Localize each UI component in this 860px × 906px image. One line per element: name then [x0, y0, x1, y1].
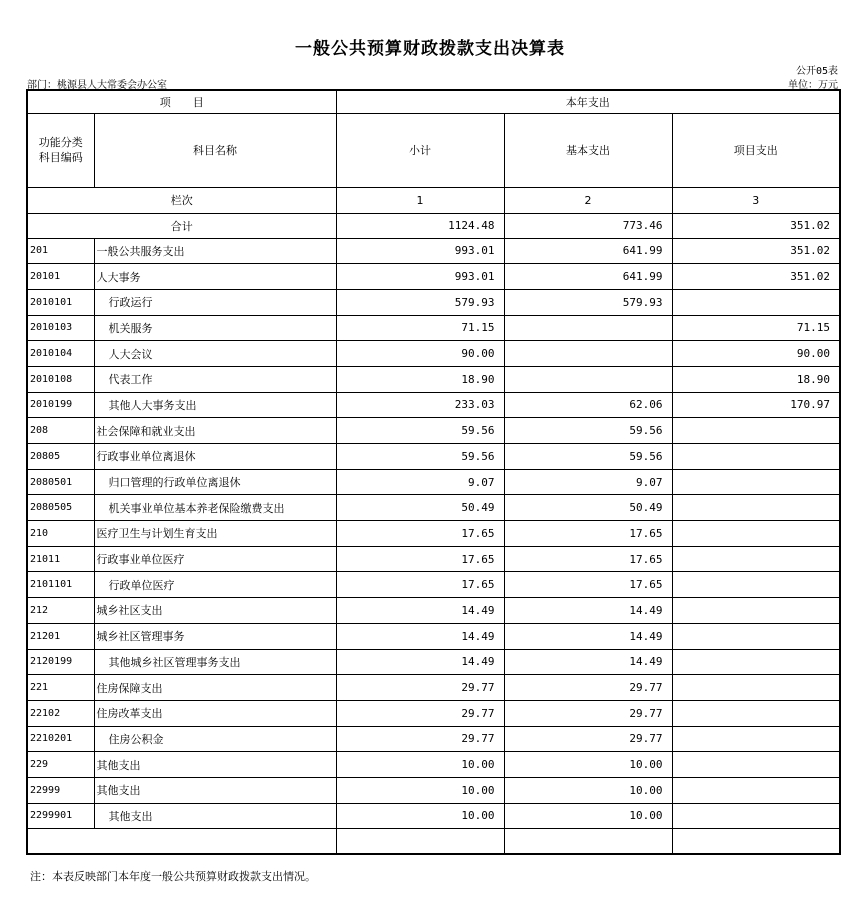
row-name: 其他城乡社区管理事务支出 — [94, 649, 336, 675]
row-subtotal: 29.77 — [336, 700, 504, 726]
row-project — [672, 598, 840, 624]
row-project — [672, 752, 840, 778]
row-name: 归口管理的行政单位离退休 — [94, 469, 336, 495]
row-code: 2210201 — [27, 726, 94, 752]
row-code: 2080505 — [27, 495, 94, 521]
row-subtotal: 17.65 — [336, 546, 504, 572]
row-project: 18.90 — [672, 366, 840, 392]
table-row — [27, 341, 840, 367]
row-name: 住房改革支出 — [94, 700, 336, 726]
row-project: 170.97 — [672, 392, 840, 418]
table-row — [27, 777, 840, 803]
table-row — [27, 726, 840, 752]
row-basic: 17.65 — [504, 546, 672, 572]
table-note: 注：本表反映部门本年度一般公共预算财政拨款支出情况。 — [30, 870, 316, 883]
row-name: 行政事业单位医疗 — [94, 546, 336, 572]
row-code: 21201 — [27, 623, 94, 649]
row-basic — [504, 315, 672, 341]
row-project — [672, 777, 840, 803]
table-row — [27, 238, 840, 264]
row-basic: 59.56 — [504, 444, 672, 470]
row-name: 机关事业单位基本养老保险缴费支出 — [94, 495, 336, 521]
table-row — [27, 444, 840, 470]
table-row — [27, 366, 840, 392]
row-subtotal: 90.00 — [336, 341, 504, 367]
row-name: 一般公共服务支出 — [94, 238, 336, 264]
row-name: 城乡社区支出 — [94, 598, 336, 624]
table-row — [27, 700, 840, 726]
row-project — [672, 726, 840, 752]
row-project — [672, 289, 840, 315]
table-row — [27, 392, 840, 418]
row-basic: 10.00 — [504, 777, 672, 803]
row-project — [672, 495, 840, 521]
row-code: 2080501 — [27, 469, 94, 495]
row-basic — [504, 341, 672, 367]
row-code: 2010101 — [27, 289, 94, 315]
expenditure-table — [26, 89, 841, 855]
row-basic: 641.99 — [504, 238, 672, 264]
header-item: 项 目 — [27, 90, 336, 113]
row-basic — [504, 366, 672, 392]
row-name: 行政事业单位离退休 — [94, 444, 336, 470]
column-index-1: 1 — [336, 187, 504, 213]
row-subtotal: 14.49 — [336, 598, 504, 624]
row-basic: 29.77 — [504, 700, 672, 726]
column-index-row — [27, 187, 840, 213]
row-name: 住房公积金 — [94, 726, 336, 752]
row-code: 20805 — [27, 444, 94, 470]
column-index-2: 2 — [504, 187, 672, 213]
total-basic: 773.46 — [504, 213, 672, 238]
row-project — [672, 623, 840, 649]
column-index-label: 栏次 — [27, 187, 336, 213]
row-basic: 29.77 — [504, 726, 672, 752]
table-row — [27, 418, 840, 444]
empty-cell — [672, 829, 840, 854]
row-basic: 17.65 — [504, 572, 672, 598]
row-project — [672, 572, 840, 598]
row-code: 210 — [27, 521, 94, 547]
row-subtotal: 59.56 — [336, 444, 504, 470]
header-subject-name: 科目名称 — [94, 113, 336, 187]
row-name: 行政运行 — [94, 289, 336, 315]
form-code: 公开05表 — [795, 66, 838, 77]
row-project: 90.00 — [672, 341, 840, 367]
row-code: 2010104 — [27, 341, 94, 367]
row-code: 22999 — [27, 777, 94, 803]
row-name: 其他支出 — [94, 752, 336, 778]
unit-label: 单位：万元 — [788, 80, 838, 91]
row-basic: 62.06 — [504, 392, 672, 418]
row-code: 2010103 — [27, 315, 94, 341]
row-name: 代表工作 — [94, 366, 336, 392]
row-basic: 17.65 — [504, 521, 672, 547]
total-row — [27, 213, 840, 238]
empty-cell — [504, 829, 672, 854]
table-row — [27, 546, 840, 572]
table-row — [27, 289, 840, 315]
row-basic: 10.00 — [504, 752, 672, 778]
row-name: 住房保障支出 — [94, 675, 336, 701]
row-project — [672, 546, 840, 572]
header-func-code-line2: 科目编码 — [38, 151, 83, 164]
row-name: 其他支出 — [94, 777, 336, 803]
empty-row — [27, 829, 840, 854]
row-project: 351.02 — [672, 238, 840, 264]
table-row — [27, 572, 840, 598]
row-subtotal: 59.56 — [336, 418, 504, 444]
empty-cell — [27, 829, 336, 854]
row-code: 2010199 — [27, 392, 94, 418]
row-subtotal: 29.77 — [336, 675, 504, 701]
row-name: 机关服务 — [94, 315, 336, 341]
row-name: 人大事务 — [94, 264, 336, 290]
header-project: 项目支出 — [672, 113, 840, 187]
row-subtotal: 18.90 — [336, 366, 504, 392]
row-subtotal: 233.03 — [336, 392, 504, 418]
row-subtotal: 579.93 — [336, 289, 504, 315]
total-project: 351.02 — [672, 213, 840, 238]
total-subtotal: 1124.48 — [336, 213, 504, 238]
header-row-1 — [27, 90, 840, 113]
row-subtotal: 71.15 — [336, 315, 504, 341]
row-basic: 579.93 — [504, 289, 672, 315]
row-basic: 59.56 — [504, 418, 672, 444]
table-row — [27, 495, 840, 521]
table-row — [27, 521, 840, 547]
row-project — [672, 521, 840, 547]
header-row-2 — [27, 113, 840, 187]
row-code: 20101 — [27, 264, 94, 290]
row-basic: 14.49 — [504, 649, 672, 675]
row-subtotal: 14.49 — [336, 623, 504, 649]
row-basic: 29.77 — [504, 675, 672, 701]
row-code: 212 — [27, 598, 94, 624]
table-row — [27, 649, 840, 675]
row-code: 22102 — [27, 700, 94, 726]
row-code: 2010108 — [27, 366, 94, 392]
row-basic: 9.07 — [504, 469, 672, 495]
row-code: 2299901 — [27, 803, 94, 829]
row-basic: 50.49 — [504, 495, 672, 521]
header-func-code — [27, 113, 94, 187]
row-subtotal: 9.07 — [336, 469, 504, 495]
row-basic: 641.99 — [504, 264, 672, 290]
department-label: 部门：桃源县人大常委会办公室 — [27, 80, 167, 91]
header-func-code-line1: 功能分类 — [38, 136, 83, 149]
row-basic: 14.49 — [504, 623, 672, 649]
total-label: 合计 — [27, 213, 336, 238]
row-name: 城乡社区管理事务 — [94, 623, 336, 649]
row-subtotal: 10.00 — [336, 803, 504, 829]
empty-cell — [336, 829, 504, 854]
row-project — [672, 418, 840, 444]
row-subtotal: 17.65 — [336, 572, 504, 598]
row-project — [672, 649, 840, 675]
row-subtotal: 29.77 — [336, 726, 504, 752]
row-name: 人大会议 — [94, 341, 336, 367]
row-code: 21011 — [27, 546, 94, 572]
header-basic: 基本支出 — [504, 113, 672, 187]
row-basic: 10.00 — [504, 803, 672, 829]
row-name: 社会保障和就业支出 — [94, 418, 336, 444]
row-basic: 14.49 — [504, 598, 672, 624]
row-code: 229 — [27, 752, 94, 778]
table-row — [27, 623, 840, 649]
table-row — [27, 675, 840, 701]
row-project — [672, 803, 840, 829]
row-code: 221 — [27, 675, 94, 701]
row-project: 351.02 — [672, 264, 840, 290]
row-subtotal: 10.00 — [336, 777, 504, 803]
row-subtotal: 14.49 — [336, 649, 504, 675]
header-subtotal: 小计 — [336, 113, 504, 187]
row-project — [672, 444, 840, 470]
row-name: 其他人大事务支出 — [94, 392, 336, 418]
column-index-3: 3 — [672, 187, 840, 213]
header-current-year: 本年支出 — [336, 90, 840, 113]
row-subtotal: 50.49 — [336, 495, 504, 521]
row-project — [672, 469, 840, 495]
table-row — [27, 315, 840, 341]
row-subtotal: 993.01 — [336, 238, 504, 264]
row-name: 其他支出 — [94, 803, 336, 829]
row-code: 208 — [27, 418, 94, 444]
table-row — [27, 752, 840, 778]
row-name: 医疗卫生与计划生育支出 — [94, 521, 336, 547]
row-subtotal: 17.65 — [336, 521, 504, 547]
table-row — [27, 803, 840, 829]
row-code: 201 — [27, 238, 94, 264]
row-name: 行政单位医疗 — [94, 572, 336, 598]
table-row — [27, 598, 840, 624]
row-subtotal: 993.01 — [336, 264, 504, 290]
row-code: 2101101 — [27, 572, 94, 598]
table-row — [27, 469, 840, 495]
table-row — [27, 264, 840, 290]
row-project — [672, 675, 840, 701]
row-project: 71.15 — [672, 315, 840, 341]
row-subtotal: 10.00 — [336, 752, 504, 778]
row-code: 2120199 — [27, 649, 94, 675]
row-project — [672, 700, 840, 726]
page-title: 一般公共预算财政拨款支出决算表 — [295, 39, 565, 59]
